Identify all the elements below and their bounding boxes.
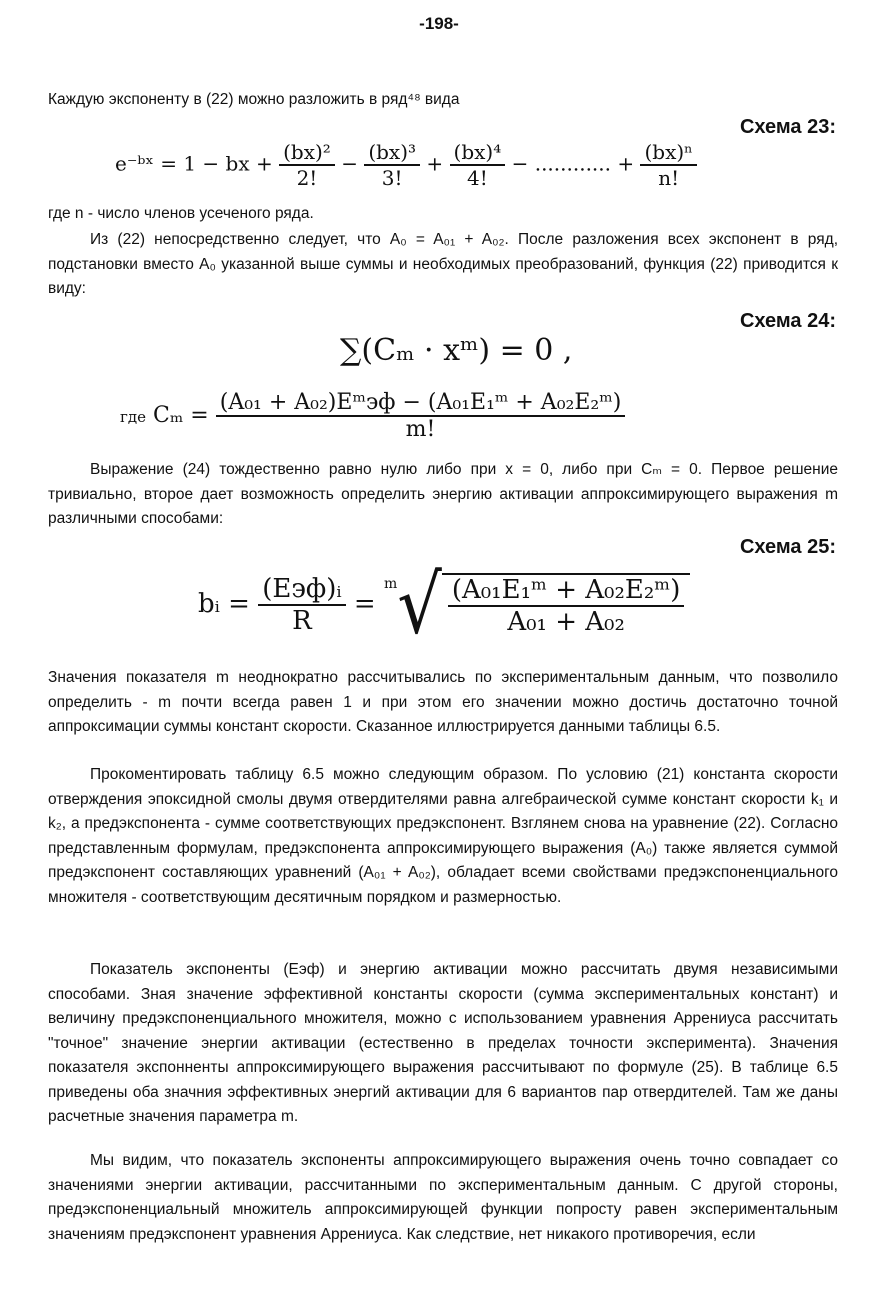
eq23-frac1-num: (bx)² [279, 140, 335, 166]
eq23-frac4 [640, 140, 696, 190]
eq25-root-frac [448, 575, 685, 637]
paragraph-4: Прокоментировать таблицу 6.5 можно следующим образом. По условию (21) константа скорости отверждения эпоксидной смолы двумя отвердителями равна алгебраической сумме констант скорости k₁ и k₂, а предэкспонента - сумме соответствующих предэкспонент. Взглянем снова на уравнение (22). Согласно представленным формулам, предэкспонента аппроксимирующего выражения (A₀) также является суммой предэкспонент составляющих уравнений (A₀₁ + A₀₂), обладает всеми свойствами предэкспоненциального множителя - соответствующим десятичным порядком и размерностью. [48, 766, 838, 906]
where-n-text: где n - число членов усеченого ряда. [48, 205, 314, 222]
paragraph-5: Показатель экспоненты (Eэф) и энергию активации можно рассчитать двумя независимыми способами. Зная значение эффективной константы скорости (сумма экспериментальных констант) и величину предэкспоненциального множителя, можно с использованием уравнения Аррениуса рассчитать "точное" значение энергии активации (естественно в пределах точности эксперимента). Значения показателя экспонненты аппроксимирующего выражения рассчитывают по формуле (25). В таблице 6.5 приведены оба значния эффективных энергий активации для 6 вариантов пар отвердителей. Там же даны расчетные значения параметра m. [48, 961, 838, 1125]
scheme-24-label: Схема 24: [739, 310, 836, 332]
eq24-where: где [120, 408, 146, 426]
scheme-25-label: Схема 25: [739, 536, 836, 558]
eq23-frac1-den: 2! [296, 166, 318, 190]
eq24-lhs: Cₘ = [152, 403, 209, 428]
intro-text: Каждую экспоненту в (22) можно разложить в ряд⁴⁸ вида [48, 91, 460, 108]
sum-formula: ∑(Cₘ · xᵐ) = 0 , [340, 333, 573, 368]
activation-energy-formula [198, 557, 690, 653]
eq23-frac4-num: (bx)ⁿ [640, 140, 696, 166]
eq24-frac [216, 390, 626, 442]
eq23-frac2 [364, 140, 420, 190]
eq23-frac4-den: n! [658, 166, 680, 190]
eq23-dots: − ............ + [511, 151, 635, 176]
paragraph-2: Выражение (24) тождественно равно нулю либо при x = 0, либо при Cₘ = 0. Первое решение тривиально, второе дает возможность определить энергию активации аппроксимирующего выражения m различными способами: [48, 461, 838, 527]
radical-icon: √ [397, 557, 442, 653]
eq23-frac1 [279, 140, 335, 190]
eq25-root-num: (A₀₁E₁ᵐ + A₀₂E₂ᵐ) [448, 575, 685, 607]
eq23-lhs: e⁻ᵇˣ [115, 151, 154, 176]
paragraph-3: Значения показателя m неоднократно рассчитывались по экспериментальным данным, что позволило определить - m почти всегда равен 1 и при этом его значении можно достичь достаточно точной аппроксимации суммы констант скорости. Сказанное иллюстрируется данными таблицы 6.5. [48, 669, 838, 735]
series-formula [115, 140, 697, 190]
eq23-eq: = 1 − bx + [160, 151, 273, 176]
eq25-frac-den: R [292, 606, 312, 636]
eq23-plus: + [426, 151, 444, 176]
paragraph-6: Мы видим, что показатель экспоненты аппроксимирующего выражения очень точно совпадает со значениями энергии активации, рассчитанными по экспериментальным данным. С другой стороны, предэкспоненциальный множитель аппроксимирующей функции попросту равен экспериментальным значениям предэкспонент уравнения Аррениуса. Как следствие, нет никакого противоречия, если [48, 1152, 838, 1243]
radicand [442, 573, 691, 637]
eq25-lhs: bᵢ = [198, 589, 250, 619]
eq23-frac3-den: 4! [466, 166, 488, 190]
scheme-23-label: Схема 23: [739, 116, 836, 138]
eq23-frac2-num: (bx)³ [364, 140, 420, 166]
eq24-frac-den: m! [405, 417, 436, 442]
eq25-frac [258, 574, 345, 636]
eq25-eq: = [353, 589, 376, 619]
page-number: -198- [419, 14, 459, 33]
eq23-minus: − [341, 151, 358, 176]
eq24-frac-num: (A₀₁ + A₀₂)Eᵐэф − (A₀₁E₁ᵐ + A₀₂E₂ᵐ) [216, 390, 626, 417]
paragraph-1: Из (22) непосредственно следует, что A₀ = A₀₁ + A₀₂. После разложения всех экспонент в ряд, подстановки вместо A₀ указанной выше суммы и необходимых преобразований, функция (22) приводится к виду: [48, 231, 838, 297]
coefficient-formula [120, 390, 625, 442]
eq25-root-den: A₀₁ + A₀₂ [507, 607, 625, 637]
eq23-frac3-num: (bx)⁴ [450, 140, 506, 166]
eq23-frac2-den: 3! [381, 166, 403, 190]
eq25-frac-num: (Eэф)ᵢ [258, 574, 345, 606]
eq23-frac3 [450, 140, 506, 190]
root-index: m [383, 576, 398, 592]
